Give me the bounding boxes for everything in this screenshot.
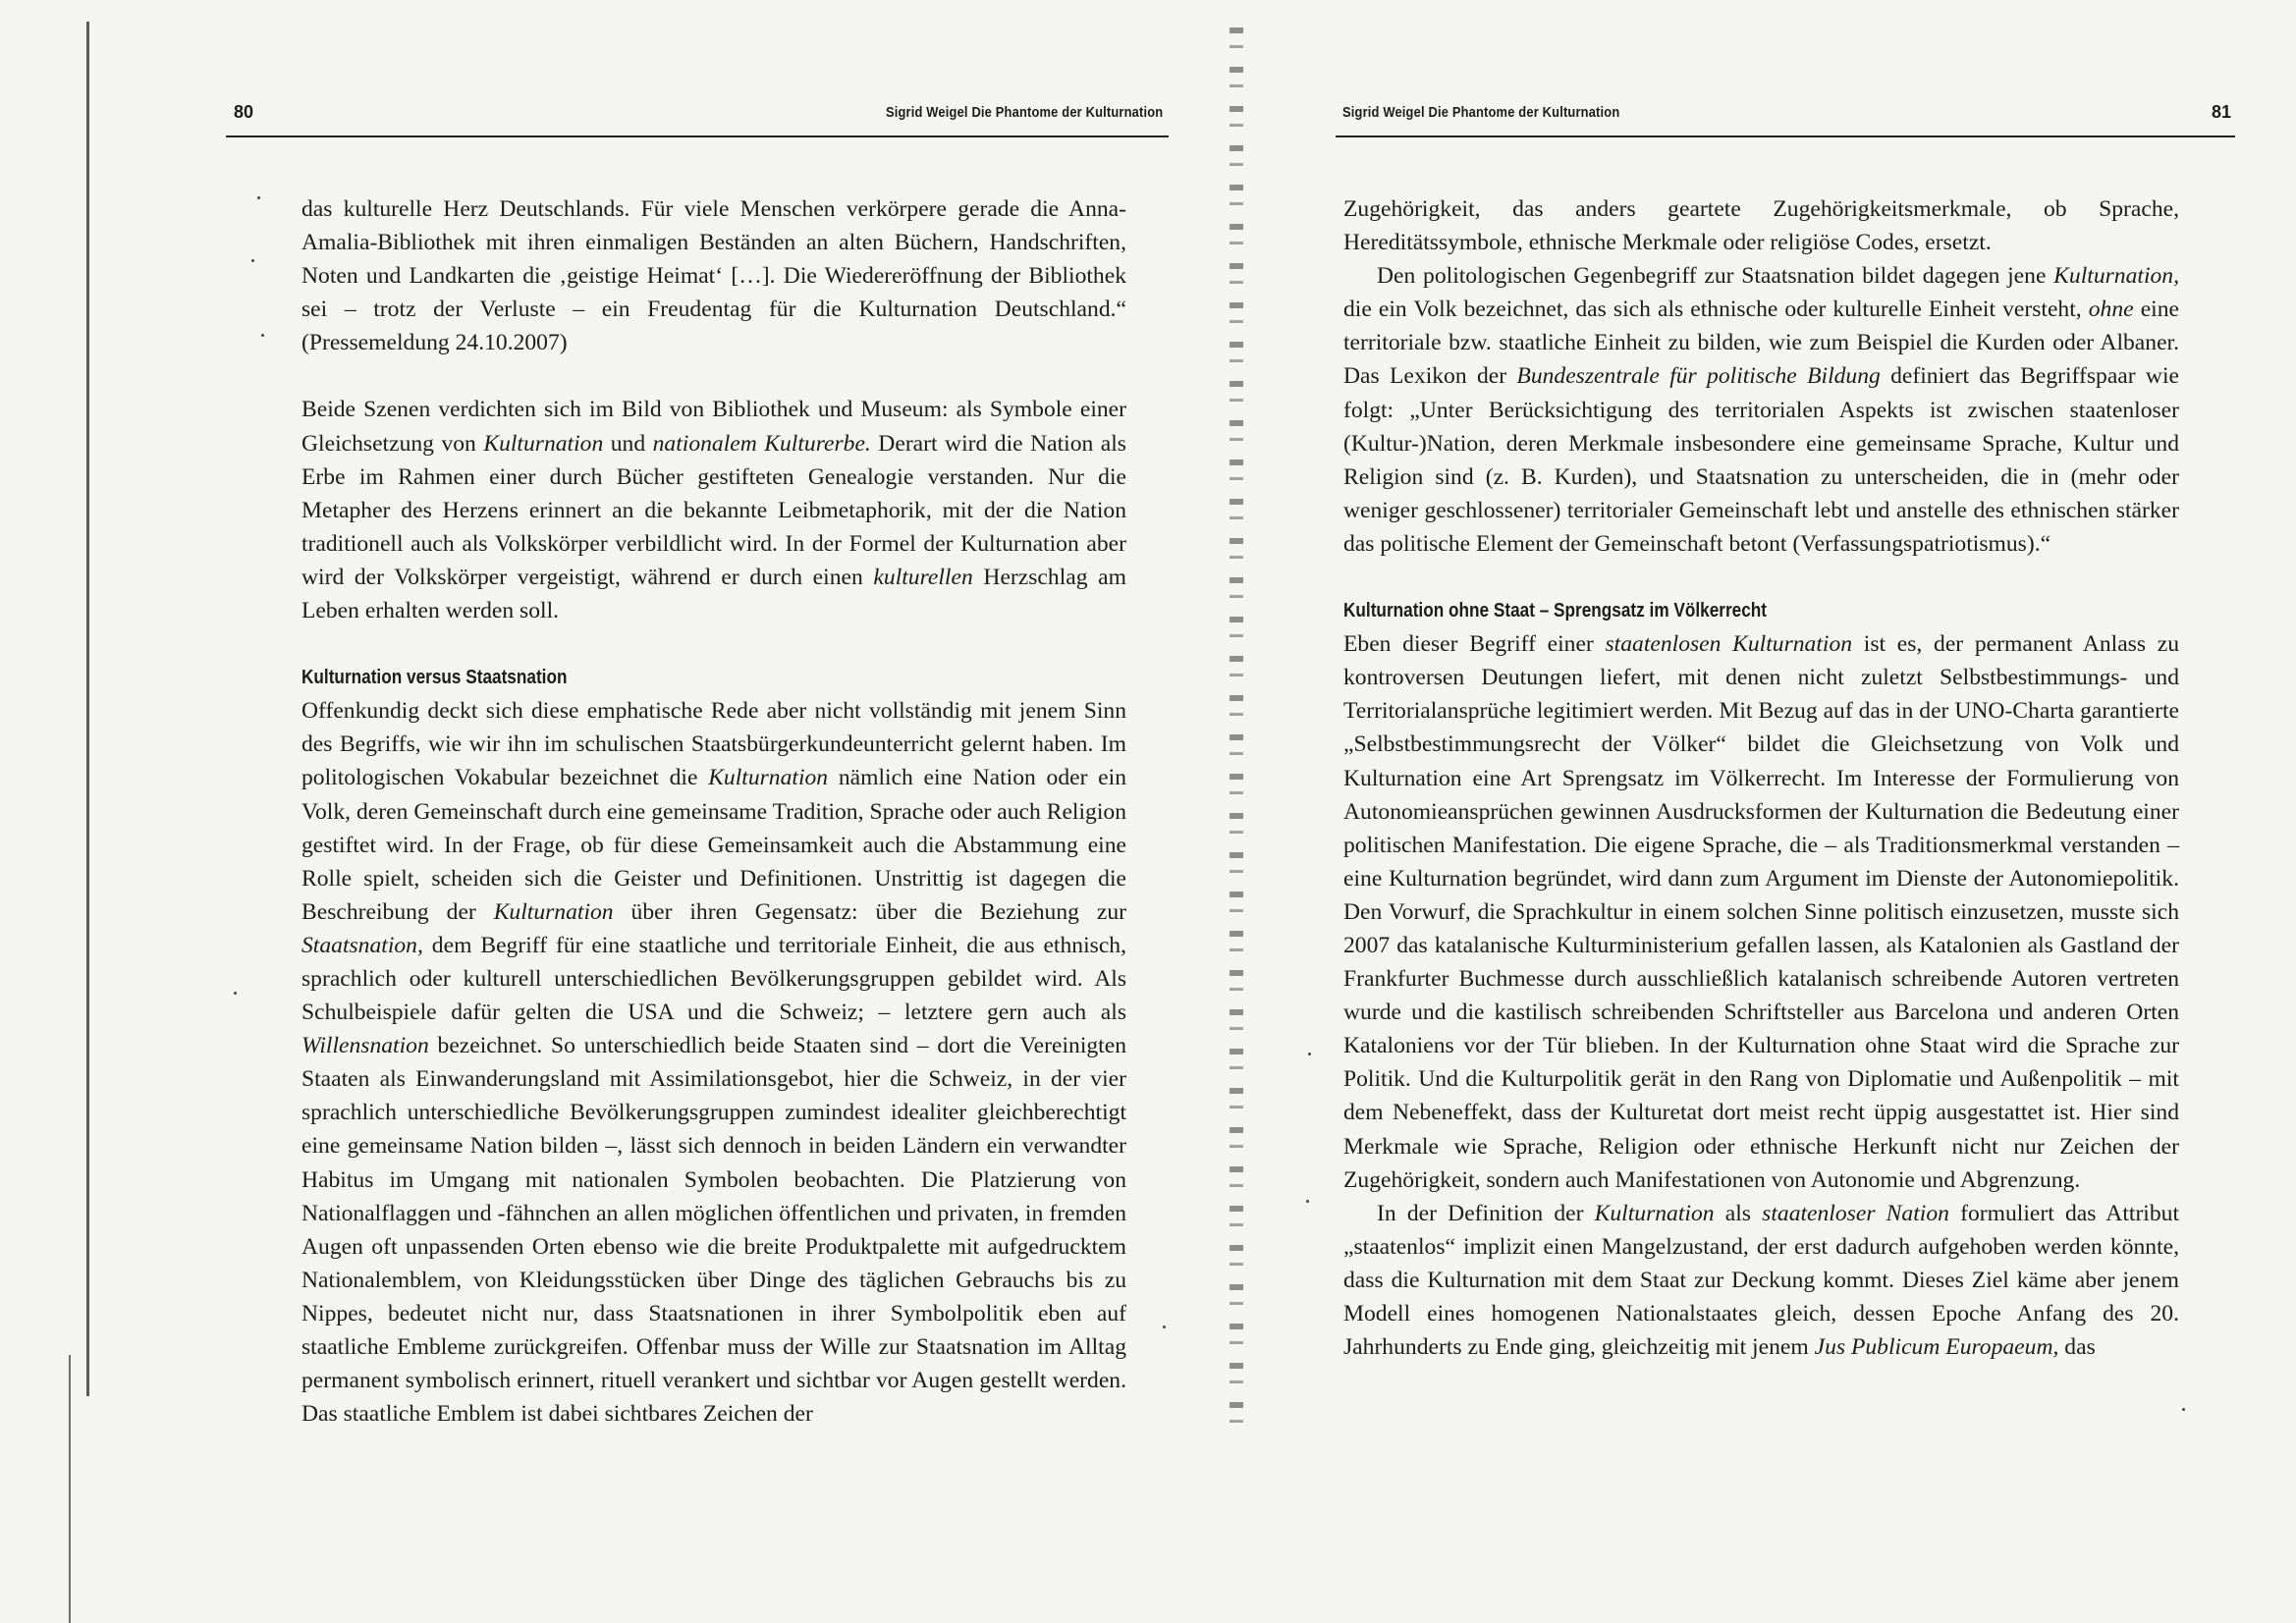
page-number: 80	[234, 102, 254, 122]
paragraph	[301, 192, 1126, 359]
text-run: formuliert das Attribut „staatenlos“ implizit einen Mangelzustand, der erst dadurch aufgehoben werden könnte, dass die Kulturnation mit dem Staat zur Deckung kommt. Dieses Ziel käme aber jenem Modell eines homogenen Nationalstaates gleich, dessen Epoche Anfang des 20. Jahrhunderts zu Ende ging, gleichzeitig mit jenem	[1343, 1200, 2180, 1361]
emphasis: Kulturnation	[493, 898, 614, 925]
text-run: Offenkundig deckt sich diese emphatische Rede aber nicht vollständig mit jenem Sinn des Begriffs, wie wir ihn im schulischen Staatsbürgerkundeunterricht gelernt haben. Im politologischen Vokabular bezeichnet die	[301, 698, 1126, 791]
text-run: In der Definition der	[1377, 1200, 1595, 1226]
text-run: als	[1714, 1200, 1763, 1226]
running-head: Sigrid Weigel Die Phantome der Kulturnation	[885, 104, 1163, 121]
body-text	[1343, 192, 2179, 1364]
text-run: definiert das Begriffspaar wie folgt: „Unter Berücksichtigung des territorialen Aspekts ist zwischen staatenloser (Kultur-)Nation, deren Merkmale insbesondere eine gemeinsame Sprache, Kultur und Religion sind (z. B. Kurden), und Staatsnation zu unterscheiden, die in (mehr oder weniger geschlossener) territorialer Gemeinschaft lebt und anstelle des ethnischen stärker das politische Element der Gemeinschaft betont (Verfassungspatriotismus).“	[1343, 363, 2179, 557]
emphasis: Jus Publicum Europaeum,	[1814, 1334, 2059, 1361]
text-run: über ihren Gegensatz: über die Beziehung zur	[613, 898, 1126, 925]
text-run: das	[2058, 1334, 2096, 1361]
emphasis: staatenloser Nation	[1762, 1200, 1949, 1226]
emphasis: Kulturnation	[1594, 1200, 1715, 1226]
text-run: dem Begriff für eine staatliche und territoriale Einheit, die aus ethnisch, sprachlich oder kulturell unterschiedlichen Bevölkerungsgruppen gebildet wird. Als Schulbeispiele dafür gelten die USA und die Schweiz; – letztere gern auch als	[301, 932, 1126, 1026]
body-text	[301, 192, 1126, 1431]
text-run: Beide Szenen verdichten sich im Bild von Bibliothek und Museum: als Symbole einer Gleichsetzung von	[301, 397, 1126, 457]
paragraph	[1343, 1197, 2179, 1364]
text-run: Zugehörigkeit, das anders geartete Zugehörigkeitsmerkmale, ob Sprache, Hereditätssymbole, ethnische Merkmale oder religiöse Codes, ersetzt.	[1343, 196, 2179, 256]
paragraph	[301, 694, 1126, 1431]
paragraph	[1343, 192, 2179, 259]
text-run: das kulturelle Herz Deutschlands. Für viele Menschen verkörpere gerade die Anna-Amalia-Bibliothek mit ihren einmaligen Beständen an alten Büchern, Handschriften, Noten und Landkarten die ‚geistige Heimat‘ […]. Die Wiedereröffnung der Bibliothek sei – trotz der Verluste – ein Freudentag für die Kulturnation Deutschland.“ (Pressemeldung 24.10.2007)	[301, 196, 1126, 356]
emphasis: Bundeszentrale für politische Bildung	[1516, 363, 1881, 390]
text-run: und	[603, 430, 653, 457]
text-run: nämlich eine Nation oder ein Volk, deren Gemeinschaft durch eine gemeinsame Tradition, Sprache oder auch Religion gestiftet wird. In der Frage, ob für diese Gemeinsamkeit auch die Abstammung eine Rolle spielt, scheiden sich die Geister und Definitionen. Unstrittig ist dagegen die Beschreibung der	[301, 765, 1126, 925]
text-run: ist es, der permanent Anlass zu kontroversen Deutungen liefert, mit denen nicht zuletzt Selbstbestimmungs- und Territorialansprüche legitimiert werden. Mit Bezug auf das in der UNO-Charta garantierte „Selbstbestimmungsrecht der Völker“ bildet die Gleichsetzung von Volk und Kulturnation eine Art Sprengsatz im Völkerrecht. Im Interesse der Formulierung von Autonomieansprüchen gewinnen Ausdrucksformen der Kulturnation die Bedeutung einer politischen Manifestation. Die eigene Sprache, die – als Traditionsmerkmal verstanden – eine Kulturnation begründet, wird dann zum Argument im Dienste der Autonomiepolitik. Den Vorwurf, die Sprachkultur in einem solchen Sinne politisch einzusetzen, musste sich 2007 das katalanische Kulturministerium gefallen lassen, als Katalonien als Gastland der Frankfurter Buchmesse durch ausschließlich katalanisch schreibende Autoren vertreten wurde und die kastilisch schreibenden Schriftsteller aus Barcelona und anderen Orten Kataloniens vor der Tür blieben. In der Kulturnation ohne Staat wird die Sprache zur Politik. Und die Kulturpolitik gerät in den Rang von Diplomatie und Außenpolitik – mit dem Nebeneffekt, dass der Kulturetat dort meist recht üppig ausgestattet ist. Hier sind Merkmale wie Sprache, Religion oder ethnische Herkunft nicht nur Zeichen der Zugehörigkeit, sondern auch Manifestationen von Autonomie und Abgrenzung.	[1343, 631, 2180, 1193]
right-page	[1228, 0, 2296, 1623]
emphasis: Kulturnation,	[2053, 263, 2179, 290]
text-run: Herzschlag am Leben erhalten werden soll.	[301, 564, 1126, 624]
header-rule	[226, 135, 1169, 137]
paragraph	[1343, 259, 2179, 561]
text-run: eine territoriale bzw. staatliche Einheit zu bilden, wie zum Beispiel die Kurden oder Albaner. Das Lexikon der	[1343, 297, 2179, 390]
header-rule	[1336, 135, 2235, 137]
emphasis: Willensnation	[301, 1033, 429, 1059]
running-head: Sigrid Weigel Die Phantome der Kulturnation	[1342, 104, 1620, 121]
emphasis: nationalem Kulturerbe.	[652, 430, 871, 457]
emphasis: Kulturnation	[708, 765, 829, 791]
paragraph	[1343, 627, 2179, 1197]
section-heading: Kulturnation versus Staatsnation	[301, 667, 568, 689]
emphasis: ohne	[2088, 297, 2134, 323]
emphasis: Kulturnation	[483, 430, 604, 457]
page-number: 81	[2211, 102, 2231, 122]
text-run: die ein Volk bezeichnet, das sich als ethnische oder kulturelle Einheit versteht,	[1343, 297, 2089, 323]
emphasis: kulturellen	[873, 564, 973, 590]
emphasis: Staatsnation,	[301, 932, 423, 958]
emphasis: staatenlosen Kulturnation	[1605, 631, 1853, 658]
paragraph	[301, 393, 1126, 627]
text-run: Derart wird die Nation als Erbe im Rahmen einer durch Bücher gestifteten Genealogie verstanden. Nur die Metapher des Herzens erinnert an die bekannte Leibmetaphorik, mit der die Nation traditionell auch als Volkskörper verbildlicht wird. In der Formel der Kulturnation aber wird der Volkskörper vergeistigt, während er durch einen	[301, 430, 1126, 590]
text-run: Den politologischen Gegenbegriff zur Staatsnation bildet dagegen jene	[1377, 263, 2054, 290]
section-heading: Kulturnation ohne Staat – Sprengsatz im Völkerrecht	[1343, 600, 1768, 622]
text-run: Eben dieser Begriff einer	[1343, 631, 1606, 658]
text-run: bezeichnet. So unterschiedlich beide Staaten sind – dort die Vereinigten Staaten als Einwanderungsland mit Assimilationsgebot, hier die Schweiz, in der vier sprachlich unterschiedliche Bevölkerungsgruppen zumindest idealiter gleichberechtigt eine gemeinsame Nation bilden –, lässt sich dennoch in beiden Ländern ein verwandter Habitus im Umgang mit nationalen Symbolen beobachten. Die Platzierung von Nationalflaggen und -fähnchen an allen möglichen öffentlichen und privaten, in fremden Augen oft unpassenden Orten ebenso wie die breite Produktpalette mit aufgedrucktem Nationalemblem, von Kleidungsstücken über Dinge des täglichen Gebrauchs bis zu Nippes, bedeutet nicht nur, dass Staatsnationen in ihrer Symbolpolitik eben auf staatliche Embleme zurückgreifen. Offenbar muss der Wille zur Staatsnation im Alltag permanent symbolisch erinnert, rituell verankert und sichtbar vor Augen gestellt werden. Das staatliche Emblem ist dabei sichtbares Zeichen der	[301, 1033, 1126, 1428]
